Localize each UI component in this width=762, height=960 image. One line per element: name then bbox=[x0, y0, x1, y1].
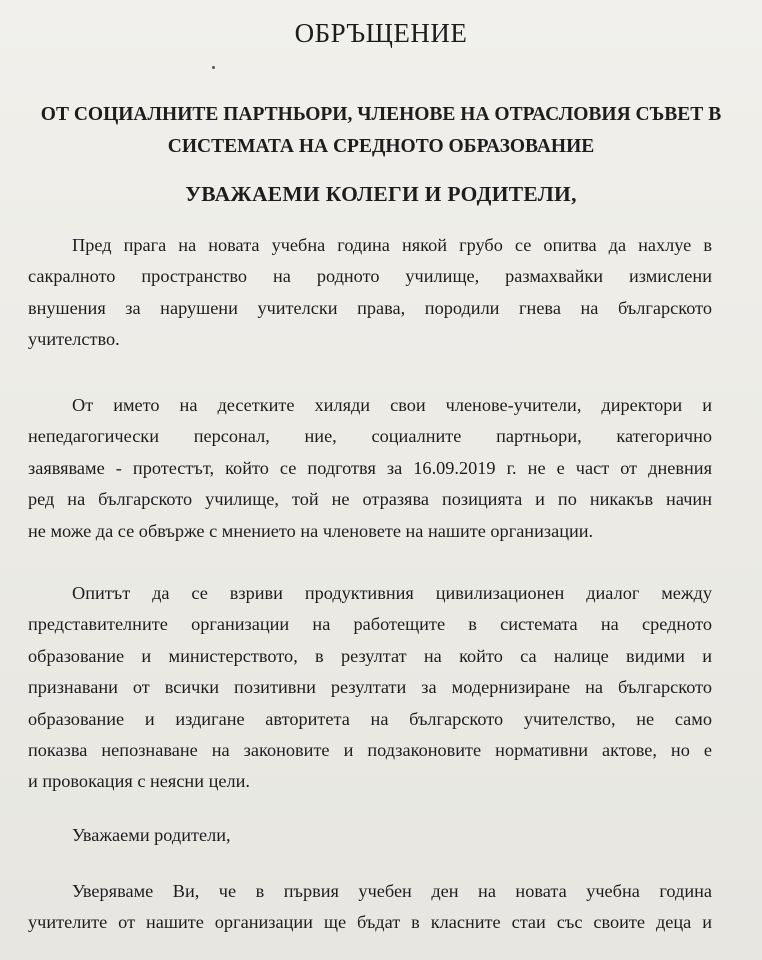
text-line: Опитът да се взриви продуктивния цивилизационен диалог между bbox=[72, 583, 712, 603]
subtitle-line: СИСТЕМАТА НА СРЕДНОТО ОБРАЗОВАНИЕ bbox=[167, 136, 595, 157]
text-line: сакралното пространство на родното училище, размахвайки измислени bbox=[28, 266, 712, 287]
paragraph-4 bbox=[28, 820, 712, 851]
text-line: Уверяваме Ви, че в първия учебен ден на новата учебна година bbox=[72, 881, 712, 901]
paragraph-1 bbox=[28, 230, 712, 356]
text-line: не може да се обвърже с мнението на членовете на нашите организации. bbox=[28, 520, 594, 541]
paragraph-2 bbox=[28, 390, 712, 547]
ink-speck bbox=[212, 66, 215, 69]
paragraph-3 bbox=[28, 578, 712, 798]
text-line: Уважаеми родители, bbox=[72, 825, 231, 845]
salutation: УВАЖАЕМИ КОЛЕГИ И РОДИТЕЛИ, bbox=[185, 182, 577, 206]
text-line: заявяваме - протестът, който се подготвя за 16.09.2019 г. не е част от дневния bbox=[28, 457, 712, 478]
text-line: учителите от нашите организации ще бъдат в класните стаи със своите деца и bbox=[28, 912, 712, 933]
text-line: показва непознаване на законовите и подзаконовите нормативни актове, но е bbox=[28, 740, 712, 761]
document-title: ОБРЪЩЕНИЕ bbox=[294, 18, 468, 48]
document-subtitle bbox=[0, 99, 762, 163]
text-line: представителните организации на работещите в системата на средното bbox=[28, 614, 712, 635]
subtitle-line: ОТ СОЦИАЛНИТЕ ПАРТНЬОРИ, ЧЛЕНОВЕ НА ОТРАСЛОВИЯ СЪВЕТ В bbox=[40, 104, 722, 125]
text-line: Пред прага на новата учебна година някой грубо се опитва да нахлуе в bbox=[72, 235, 712, 255]
text-line: внушения за нарушени учителски права, породили гнева на българското bbox=[28, 297, 712, 318]
text-line: непедагогически персонал, ние, социалните партньори, категорично bbox=[28, 426, 712, 447]
text-line: образование и издигане авторитета на българското учителство, не само bbox=[28, 708, 712, 729]
paragraph-5 bbox=[28, 876, 712, 939]
text-line: признавани от всички позитивни резултати за модернизиране на българското bbox=[28, 677, 712, 698]
text-line: учителство. bbox=[28, 329, 120, 350]
text-line: ред на българското училище, той не отразява позицията и по никакъв начин bbox=[28, 489, 712, 510]
text-line: и провокация с неясни цели. bbox=[28, 771, 250, 792]
text-line: образование и министерството, в резултат на който са налице видими и bbox=[28, 645, 712, 666]
text-line: От името на десетките хиляди свои членове-учители, директори и bbox=[72, 395, 712, 415]
